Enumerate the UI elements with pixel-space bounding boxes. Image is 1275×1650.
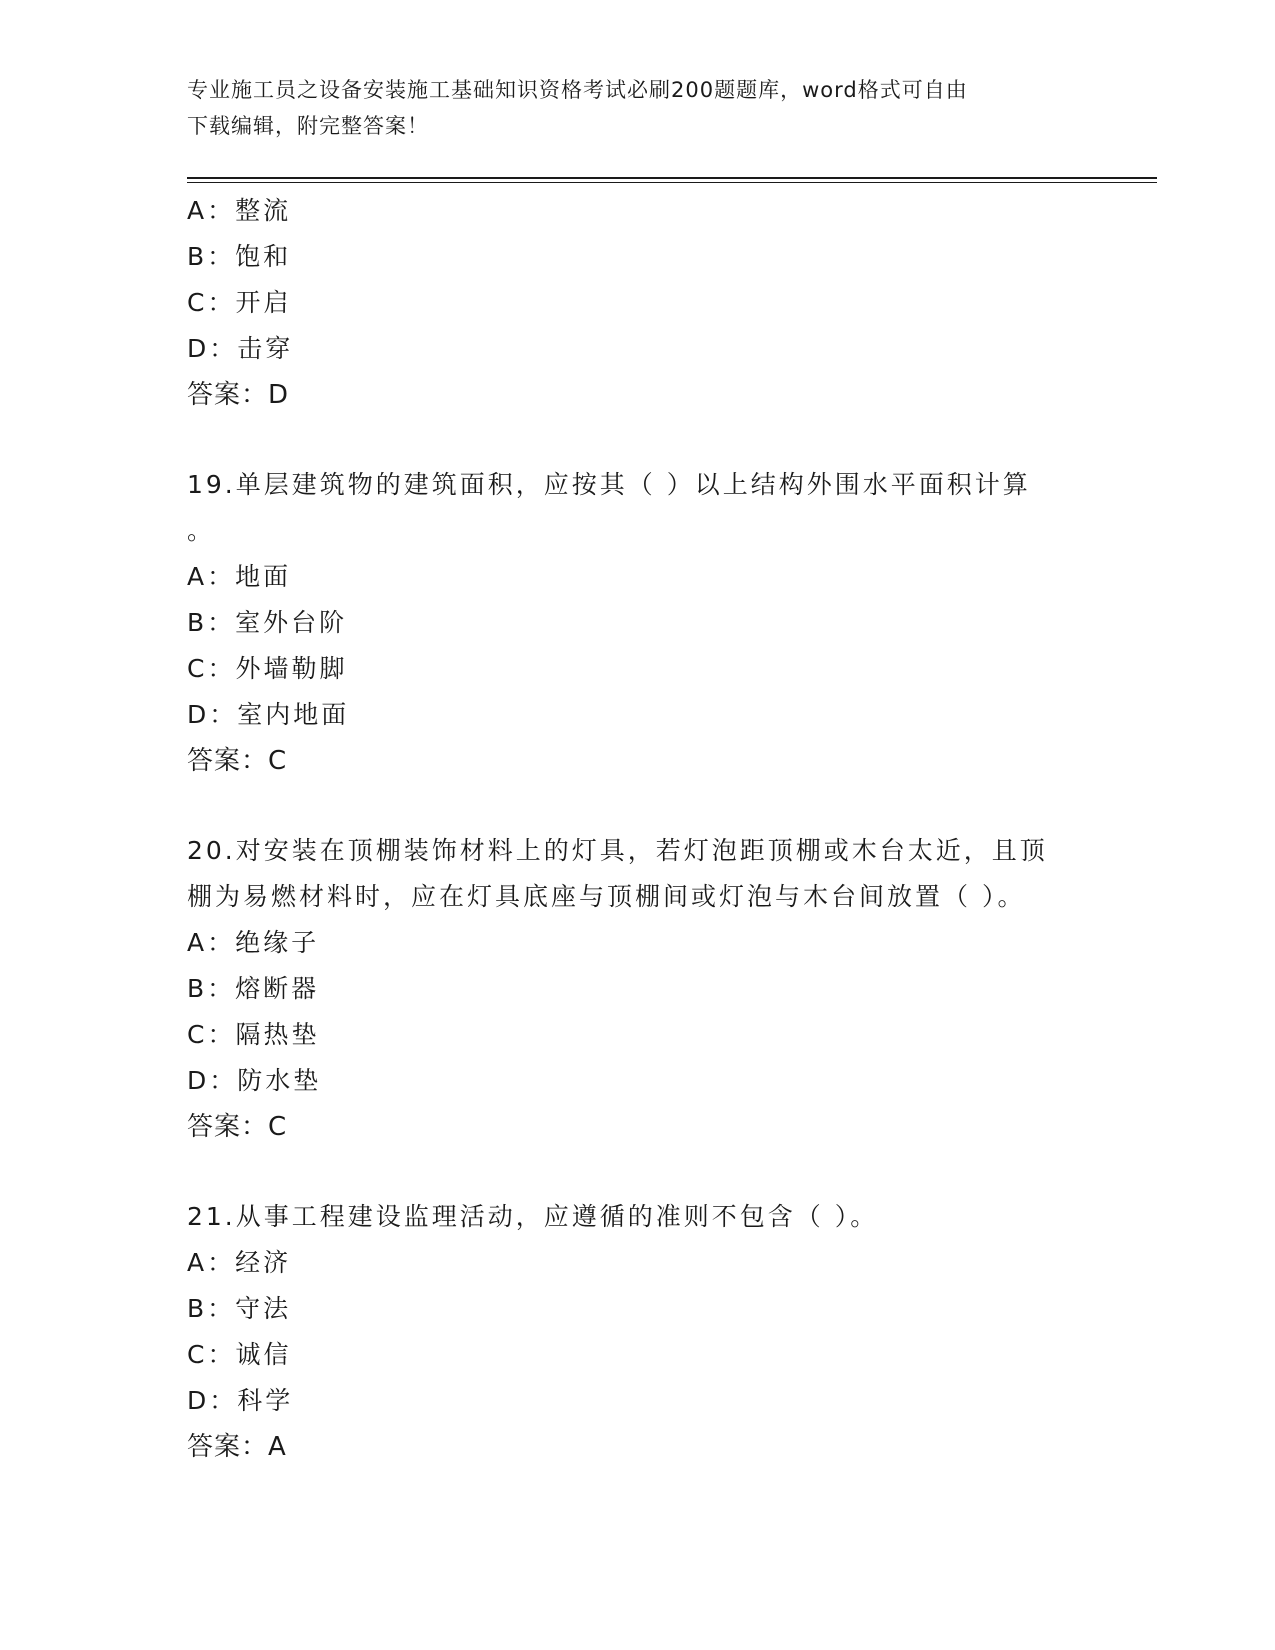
question-20 [187,828,1087,1150]
header-title-line-2: 下载编辑，附完整答案！ [187,114,429,138]
option-d: D：击穿 [187,334,294,363]
question-19 [187,462,1087,784]
option-c: C：外墙勒脚 [187,654,348,683]
option-c: C：诚信 [187,1340,292,1369]
header-divider-thin [187,182,1157,183]
question-stem-line-1: 20.对安装在顶棚装饰材料上的灯具，若灯泡距顶棚或木台太近，且顶 [187,836,1048,865]
option-a: A：地面 [187,562,292,591]
question-stem-line-2: 棚为易燃材料时，应在灯具底座与顶棚间或灯泡与木台间放置（ ）。 [187,882,1026,911]
option-c: C：开启 [187,288,292,317]
option-b: B：室外台阶 [187,608,348,637]
answer: 答案：C [187,746,288,776]
option-a: A：经济 [187,1248,292,1277]
question-list [187,188,1087,1470]
question-stem-line-1: 21.从事工程建设监理活动，应遵循的准则不包含（ ）。 [187,1202,879,1231]
option-a: A：绝缘子 [187,928,320,957]
question-stem-line-2: 。 [187,516,216,545]
answer: 答案：A [187,1432,287,1462]
header-title-line-1: 专业施工员之设备安装施工基础知识资格考试必刷200题题库，word格式可自由 [187,78,968,102]
option-b: B：守法 [187,1294,292,1323]
option-a: A：整流 [187,196,292,225]
header-divider [187,177,1157,179]
option-d: D：室内地面 [187,700,350,729]
option-b: B：熔断器 [187,974,320,1003]
question-21 [187,1194,1087,1470]
document-header [187,72,1087,144]
question-18 [187,188,1087,418]
option-c: C：隔热垫 [187,1020,320,1049]
answer: 答案：D [187,380,290,410]
option-d: D：科学 [187,1386,294,1415]
option-b: B：饱和 [187,242,292,271]
question-stem-line-1: 19.单层建筑物的建筑面积，应按其（ ）以上结构外围水平面积计算 [187,470,1031,499]
option-d: D：防水垫 [187,1066,322,1095]
answer: 答案：C [187,1112,288,1142]
